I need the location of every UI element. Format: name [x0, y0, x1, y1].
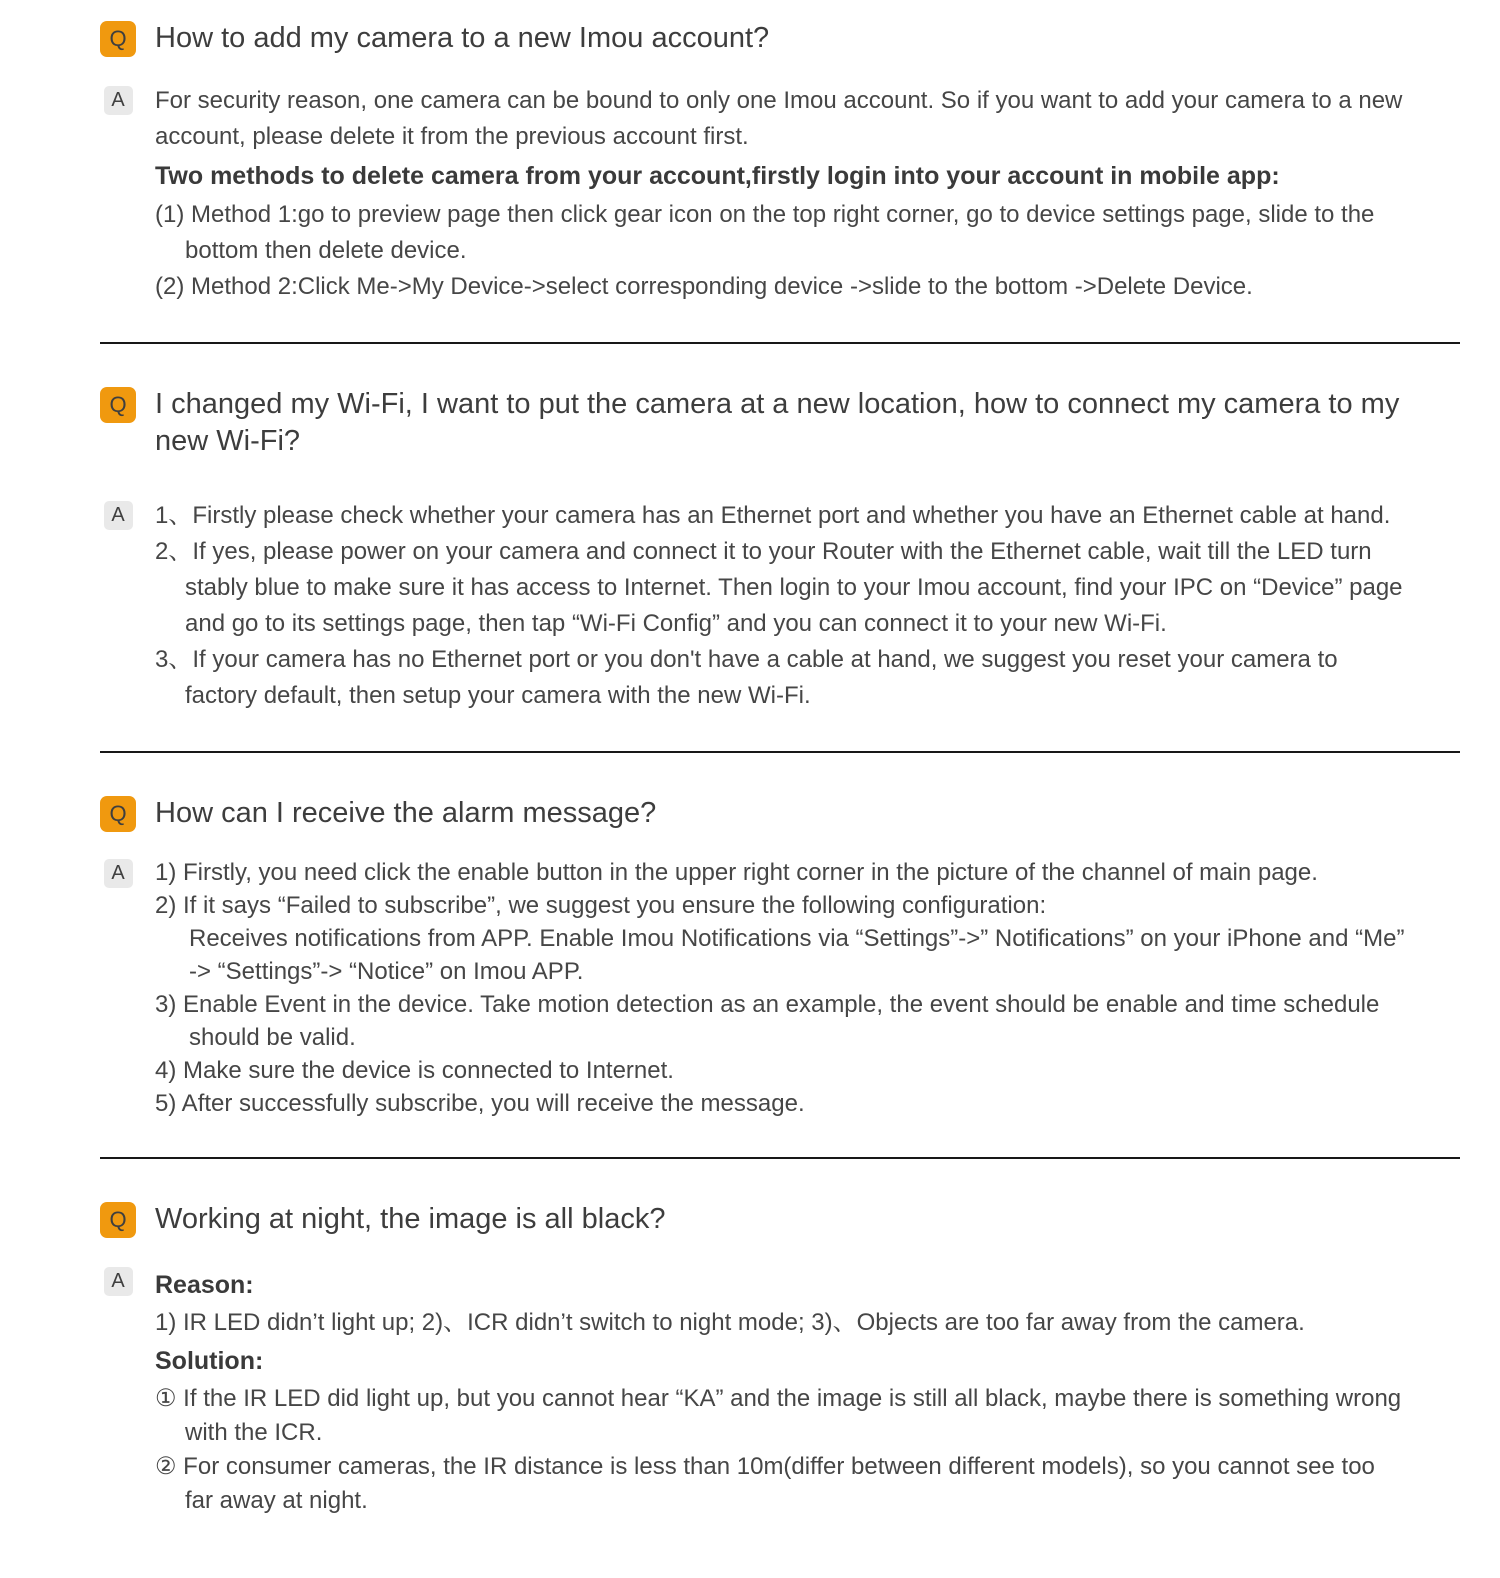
- section-divider: [100, 342, 1460, 344]
- answer-line: 2) If it says “Failed to subscribe”, we suggest you ensure the following configuration:: [155, 892, 1047, 919]
- answer-badge: A: [104, 1267, 133, 1296]
- answer-line: 2、If yes, please power on your camera and connect it to your Router with the Ethernet cable, wait till the LED turn stably blue to make sure it has access to Internet. Then login to your Imou account, find your IPC on “Device” page and go to its settings page, then tap “Wi-Fi Config” and you can connect it to your new Wi-Fi.: [155, 538, 1403, 637]
- answer-badge: A: [104, 501, 133, 530]
- answer-row: [100, 83, 1460, 305]
- answer-row: [100, 1264, 1460, 1518]
- answer-line: 3) Enable Event in the device. Take motion detection as an example, the event should be enable and time schedule should be valid.: [155, 991, 1380, 1051]
- answer-line: 4) Make sure the device is connected to Internet.: [155, 1057, 674, 1084]
- section-divider: [100, 751, 1460, 753]
- answer-content: [155, 498, 1405, 714]
- answer-subheading: Reason:: [155, 1271, 254, 1299]
- answer-line: Receives notifications from APP. Enable Imou Notifications via “Settings”->” Notifications” on your iPhone and “Me” -> “Settings”-> “Notice” on Imou APP.: [189, 925, 1405, 985]
- answer-badge-column: [100, 498, 136, 530]
- faq-section: [100, 1201, 1460, 1518]
- answer-content: [155, 83, 1405, 305]
- answer-badge-column: [100, 856, 136, 888]
- answer-row: [100, 498, 1460, 714]
- answer-line: For security reason, one camera can be bound to only one Imou account. So if you want to add your camera to a new account, please delete it from the previous account first.: [155, 87, 1403, 150]
- section-divider: [100, 1157, 1460, 1159]
- faq-section: [100, 20, 1460, 305]
- question-text: Working at night, the image is all black?: [155, 1203, 666, 1235]
- question-row: [100, 795, 1460, 832]
- answer-content: [155, 856, 1405, 1120]
- answer-line: 5) After successfully subscribe, you will receive the message.: [155, 1090, 805, 1117]
- faq-sections-container: [100, 20, 1460, 1518]
- faq-section: [100, 795, 1460, 1120]
- question-badge: Q: [100, 796, 136, 832]
- question-badge: Q: [100, 21, 136, 57]
- answer-line: ② For consumer cameras, the IR distance is less than 10m(differ between different models), so you cannot see too far away at night.: [155, 1453, 1375, 1514]
- answer-row: [100, 856, 1460, 1120]
- answer-line: 3、If your camera has no Ethernet port or you don't have a cable at hand, we suggest you reset your camera to factory default, then setup your camera with the new Wi-Fi.: [155, 646, 1338, 709]
- question-text: How can I receive the alarm message?: [155, 797, 657, 829]
- answer-line: ① If the IR LED did light up, but you cannot hear “KA” and the image is still all black, maybe there is something wrong with the ICR.: [155, 1385, 1402, 1446]
- question-row: [100, 386, 1460, 460]
- question-text: How to add my camera to a new Imou account?: [155, 22, 770, 54]
- answer-content: [155, 1264, 1405, 1518]
- answer-badge-column: [100, 83, 136, 115]
- answer-subheading: Solution:: [155, 1347, 264, 1375]
- answer-line: (2) Method 2:Click Me->My Device->select corresponding device ->slide to the bottom ->Delete Device.: [155, 273, 1253, 300]
- answer-line: 1) IR LED didn’t light up; 2)、ICR didn’t switch to night mode; 3)、Objects are too far away from the camera.: [155, 1309, 1305, 1336]
- question-badge: Q: [100, 1202, 136, 1238]
- answer-badge-column: [100, 1264, 136, 1296]
- answer-line: 1) Firstly, you need click the enable button in the upper right corner in the picture of the channel of main page.: [155, 859, 1318, 886]
- question-row: [100, 20, 1460, 57]
- answer-line: 1、Firstly please check whether your camera has an Ethernet port and whether you have an Ethernet cable at hand.: [155, 502, 1391, 529]
- question-badge: Q: [100, 387, 136, 423]
- question-row: [100, 1201, 1460, 1238]
- answer-subheading: Two methods to delete camera from your account,firstly login into your account in mobile app:: [155, 162, 1280, 190]
- question-text: I changed my Wi-Fi, I want to put the camera at a new location, how to connect my camera to my new Wi-Fi?: [155, 388, 1400, 457]
- faq-section: [100, 386, 1460, 714]
- answer-badge: A: [104, 86, 133, 115]
- answer-line: (1) Method 1:go to preview page then click gear icon on the top right corner, go to device settings page, slide to the bottom then delete device.: [155, 201, 1375, 264]
- answer-badge: A: [104, 859, 133, 888]
